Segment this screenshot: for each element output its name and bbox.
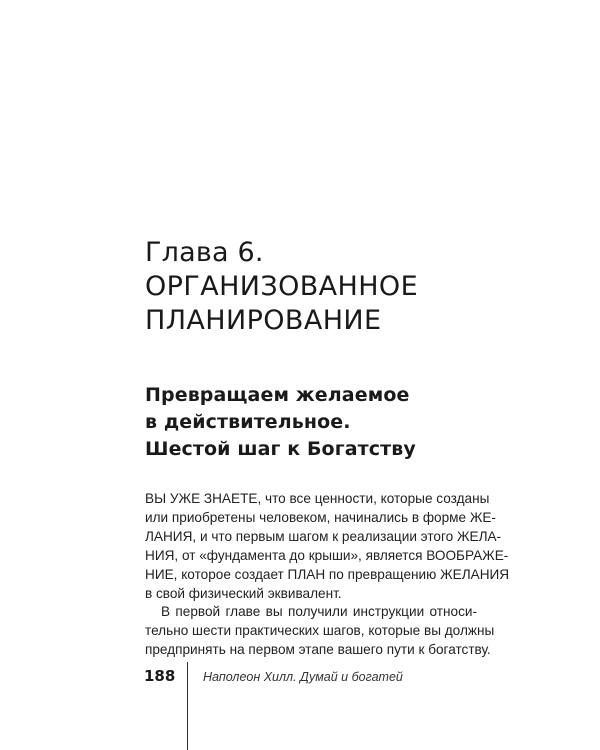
body-line-9: предпринять на первом этапе вашего пути к богатству. (145, 642, 491, 658)
body-line-1: ВЫ УЖЕ ЗНАЕТЕ, что все ценности, которые созданы (145, 491, 490, 506)
body-line-6: в свой физический эквивалент. (145, 585, 342, 601)
body-line-5: НИЕ, которое создает ПЛАН по превращению ЖЕЛАНИЯ (145, 566, 510, 582)
chapter-subtitle (145, 382, 545, 463)
footer-divider (187, 662, 188, 750)
running-footer-title: Наполеон Хилл. Думай и богатей (203, 670, 403, 684)
chapter-label: Глава 6. (145, 237, 264, 268)
subtitle-line-1: Превращаем желаемое (145, 384, 410, 406)
body-line-3: ЛАНИЯ, и что первым шагом к реализации этого ЖЕЛА- (145, 528, 502, 544)
body-line-2: или приобретены человеком, начинались в форме ЖЕ- (145, 509, 496, 525)
chapter-title-line-2: ПЛАНИРОВАНИЕ (145, 305, 382, 336)
body-text (145, 490, 510, 660)
subtitle-line-3: Шестой шаг к Богатству (145, 438, 416, 460)
body-line-4: НИЯ, от «фундамента до крыши», является ВООБРАЖЕ- (145, 547, 509, 563)
chapter-heading (145, 236, 565, 338)
page-number: 188 (144, 667, 176, 685)
subtitle-line-2: в действительное. (145, 411, 351, 433)
body-line-8: тельно шести практических шагов, которые вы должны (145, 623, 495, 639)
chapter-title-line-1: ОРГАНИЗОВАННОЕ (145, 271, 419, 302)
body-line-7: В первой главе вы получили инструкции относи- (161, 604, 477, 620)
